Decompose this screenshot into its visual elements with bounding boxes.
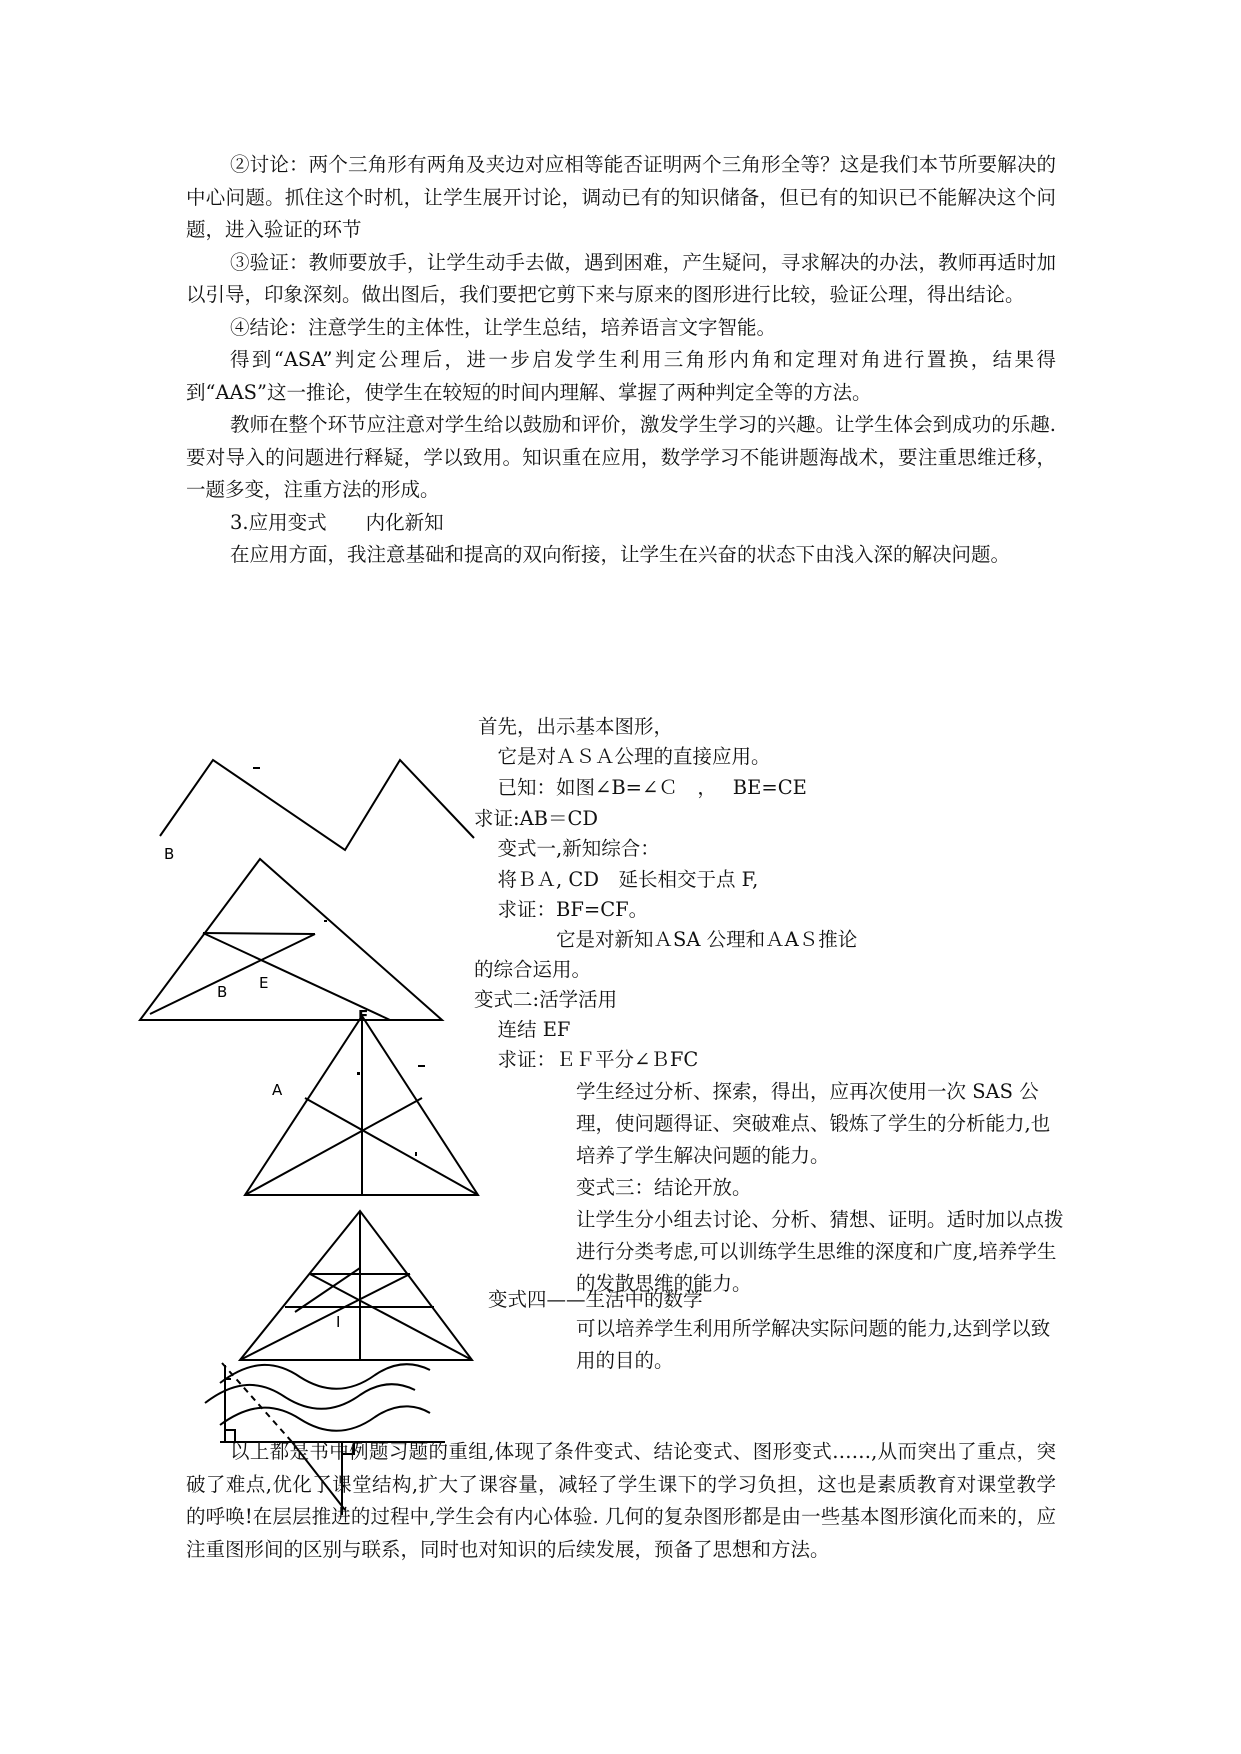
fig3-segment-1 [305, 1098, 478, 1195]
fig-mark-1 [253, 767, 260, 769]
right-line-3: 求证:AB＝CD [474, 807, 599, 830]
paragraph-teacher: 教师在整个环节应注意对学生给以鼓励和评价，激发学生学习的兴趣。让学生体会到成功的乐趣.要对导入的问题进行释疑，学以致用。知识重在应用，数学学习不能讲题海战术，要注重思维迁移，一题多变，注重方法的形成。 [186, 413, 1056, 501]
section-heading: 3.应用变式 内化新知 [230, 510, 444, 534]
right-line-2: 已知：如图∠B=∠Ｃ ， BE=CE [478, 776, 807, 799]
fig2-segment-3 [203, 933, 315, 934]
right-line-0: 首先，出示基本图形， [478, 715, 674, 738]
fig-mark-3 [418, 1065, 425, 1067]
paragraph-application: 在应用方面，我注意基础和提高的双向衔接，让学生在兴奋的状态下由浅入深的解决问题。 [230, 543, 1011, 566]
fig1-shape [160, 760, 474, 850]
fig1-label-b: B [164, 845, 175, 863]
variant4-title: 变式四——生活中的数学 [488, 1288, 703, 1311]
right-line-8: 的综合运用。 [474, 958, 592, 981]
fig3-segment-2 [245, 1098, 422, 1195]
bottom-text-block [186, 1436, 1056, 1566]
paragraph-asa-aas: 得到“ASA”判定公理后，进一步启发学生利用三角形内角和定理对角进行置换，结果得到“AAS”这一推论，使学生在较短的时间内理解、掌握了两种判定全等的方法。 [186, 348, 1056, 404]
right-line-5: 将ＢＡ, CD 延长相交于点 F, [478, 868, 759, 891]
fig-mark-5 [415, 1152, 417, 1156]
river-curve-2 [205, 1384, 415, 1409]
paragraph-conclusion: ④结论：注意学生的主体性，让学生总结，培养语言文字智能。 [230, 315, 777, 339]
right-line-10: 连结 EF [478, 1018, 571, 1041]
right-line-1: 它是对ＡＳＡ公理的直接应用。 [478, 745, 771, 768]
right-line-9: 变式二:活学活用 [474, 988, 618, 1011]
right-line-11: 求证：ＥＦ平分∠ＢFC [478, 1048, 699, 1071]
fig2-label-b: B [217, 983, 228, 1001]
right-line-6: 求证：BF=CF。 [478, 898, 649, 921]
right-line-7: 它是对新知ＡSA 公理和ＡAＳ推论 [478, 928, 858, 951]
paragraph-verification: ③验证：教师要放手，让学生动手去做，遇到困难，产生疑问，寻求解决的办法，教师再适时加以引导，印象深刻。做出图后，我们要把它剪下来与原来的图形进行比较，验证公理，得出结论。 [186, 250, 1056, 306]
fig2-label-f: F [358, 1007, 369, 1025]
right-line-4: 变式一,新知综合： [478, 837, 660, 860]
fig4-label-i: I [336, 1313, 341, 1331]
fig-mark-2 [324, 920, 327, 922]
variant4-text: 可以培养学生利用所学解决实际问题的能力,达到学以致用的目的。 [576, 1317, 1051, 1372]
fig2-label-e: E [259, 974, 269, 992]
river-curve-3 [220, 1406, 430, 1430]
fig3-label-a: A [272, 1081, 283, 1099]
top-text-block [186, 149, 1056, 572]
paragraph-discussion: ②讨论：两个三角形有两角及夹边对应相等能否证明两个三角形全等？这是我们本节所要解决的中心问题。抓住这个时机，让学生展开讨论，调动已有的知识储备，但已有的知识已不能解决这个问题，进入验证的环节 [186, 153, 1056, 241]
variant3-title: 变式三：结论开放。 [576, 1176, 752, 1199]
paragraph-summary: 以上都是书中例题习题的重组,体现了条件变式、结论变式、图形变式……,从而突出了重点，突破了难点,优化了课堂结构,扩大了课容量，减轻了学生课下的学习负担，这也是素质教育对课堂教学的呼唤!在层层推进的过程中,学生会有内心体验. 几何的复杂图形都是由一些基本图形演化而来的，应注重图形间的区别与联系，同时也对知识的后续发展，预备了思想和方法。 [186, 1440, 1056, 1561]
fig-mark-4 [357, 1072, 360, 1075]
variant2-analysis: 学生经过分析、探索，得出，应再次使用一次 SAS 公理，使问题得证、突破难点、锻炼了学生的分析能力,也培养了学生解决问题的能力。 [576, 1080, 1051, 1167]
variant3-text: 让学生分小组去讨论、分析、猜想、证明。适时加以点拨进行分类考虑,可以训练学生思维的深度和广度,培养学生的发散思维的能力。 [576, 1208, 1064, 1295]
